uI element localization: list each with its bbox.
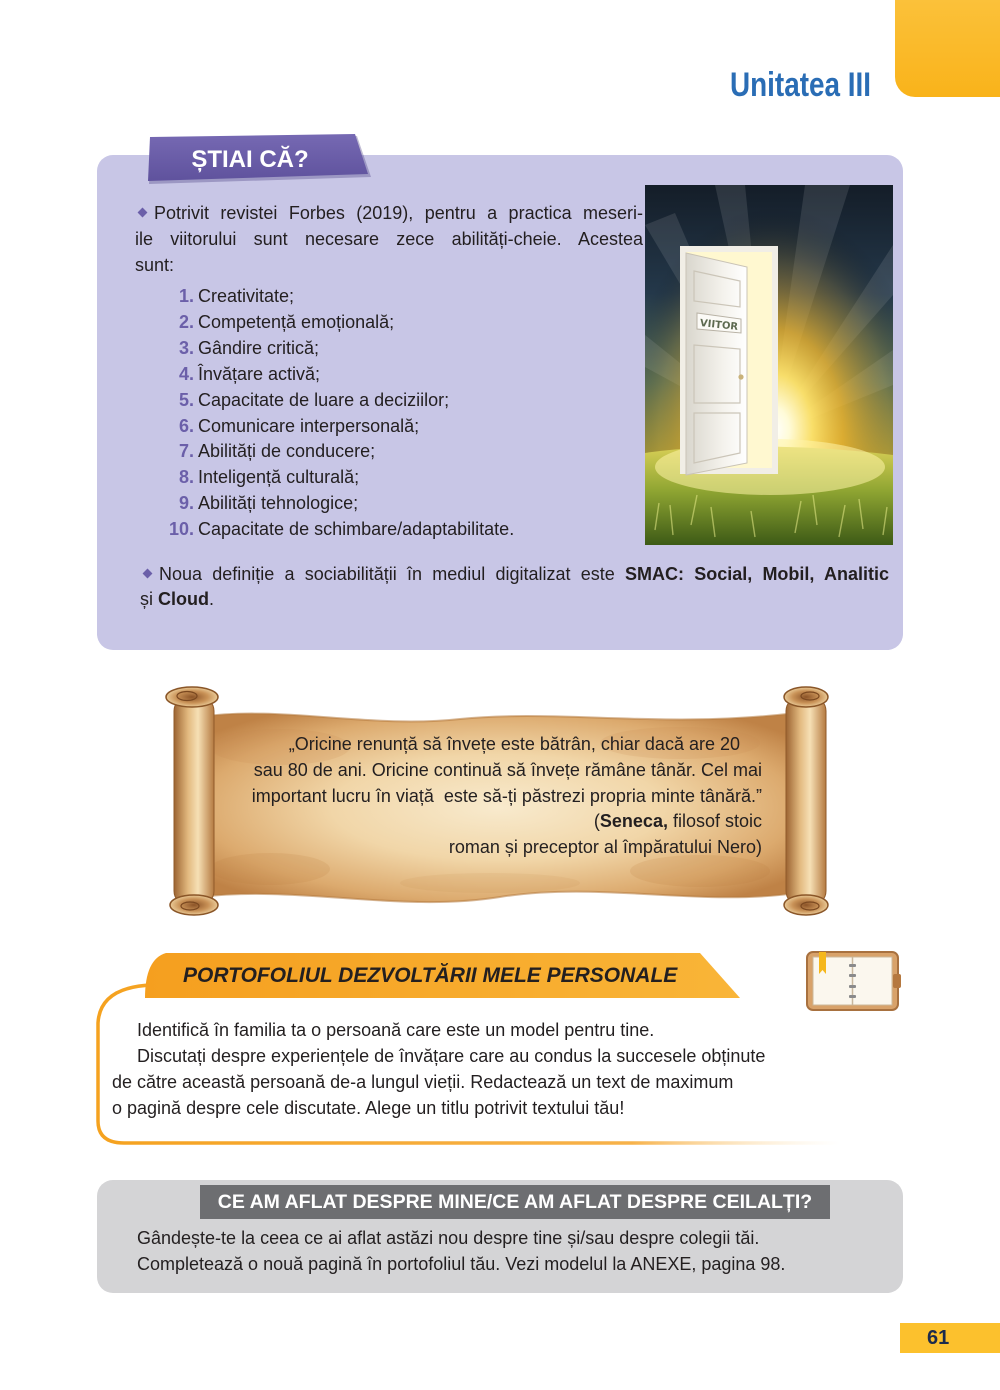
list-number: 5. <box>178 389 194 410</box>
smac-cloud: Cloud <box>158 589 209 609</box>
smac-paragraph <box>140 562 889 612</box>
page-number-badge <box>900 1323 1000 1353</box>
list-item <box>160 414 514 440</box>
intro-line-text: Potrivit revistei Forbes (2019), pentru a practica meseri- <box>154 203 643 223</box>
quote-author <box>160 809 762 835</box>
quote-author-line2: roman și preceptor al împăratului Nero) <box>448 837 762 858</box>
intro-paragraph <box>135 200 643 278</box>
quote-text <box>160 732 762 861</box>
portfolio-line: o pagină despre cele discutate. Alege un titlu potrivit textului tău! <box>112 1098 625 1118</box>
list-text: Capacitate de luare a deciziilor; <box>198 389 450 410</box>
list-number: 10. <box>168 519 194 540</box>
list-item <box>160 362 514 388</box>
list-item <box>160 284 514 310</box>
reflection-line: Completează o nouă pagină în portofoliul tău. Vezi modelul la ANEXE, pagina 98. <box>137 1254 786 1274</box>
quote-line: important lucru în viață este să-ți păstrezi propria minte tânără.” <box>251 785 762 806</box>
list-item <box>160 517 514 543</box>
list-text: Învățare activă; <box>198 363 321 384</box>
list-number: 1. <box>178 286 194 306</box>
smac-lead: Noua definiție a sociabilității în mediul digitalizat este <box>159 564 625 584</box>
unit-title: Unitatea III <box>730 66 871 104</box>
diamond-bullet-icon <box>143 569 153 579</box>
door-panel <box>686 253 747 475</box>
smac-line <box>140 562 889 587</box>
list-text: Inteligență culturală; <box>198 467 360 488</box>
portfolio-title: PORTOFOLIUL DEZVOLTĂRII MELE PERSONALE <box>183 964 678 987</box>
list-text: Comunicare interpersonală; <box>198 415 420 436</box>
list-number: 4. <box>178 363 194 384</box>
quote-line: „Oricine renunță să învețe este bătrân, chiar dacă are 20 <box>288 734 740 754</box>
intro-line: ile viitorului sunt necesare zece abilități-cheie. Acestea <box>135 229 643 249</box>
list-text: Creativitate; <box>198 286 295 306</box>
right-scroll-roll <box>784 687 828 915</box>
list-number: 6. <box>178 415 194 436</box>
door-knob <box>738 374 743 379</box>
smac-line <box>140 587 889 612</box>
list-text: Competență emoțională; <box>198 311 395 332</box>
door-illustration <box>645 185 893 545</box>
intro-line: sunt: <box>135 255 175 275</box>
smac-end: . <box>209 589 215 609</box>
notebook-icon <box>805 950 902 1012</box>
list-number: 8. <box>178 467 194 488</box>
portfolio-text <box>112 1017 837 1121</box>
smac-bold: SMAC: Social, Mobil, Analitic <box>624 564 889 584</box>
list-item <box>160 388 514 414</box>
portfolio-line: Discutați despre experiențele de învățare care au condus la succesele obținute <box>137 1046 766 1066</box>
list-item <box>160 336 514 362</box>
list-item <box>160 310 514 336</box>
list-number: 9. <box>178 493 194 514</box>
list-item <box>160 465 514 491</box>
reflection-text <box>137 1225 785 1277</box>
skills-list <box>160 284 514 543</box>
list-text: Gândire critică; <box>198 337 320 358</box>
list-number: 3. <box>178 337 194 358</box>
author-open: ( <box>593 811 600 832</box>
page-number: 61 <box>927 1327 950 1349</box>
list-item <box>160 439 514 465</box>
author-name: Seneca, <box>599 811 668 832</box>
intro-line <box>135 200 643 226</box>
list-item <box>160 491 514 517</box>
portfolio-line: de către această persoană de-a lungul vieții. Redactează un text de maximum <box>112 1072 734 1092</box>
author-rest: filosof stoic <box>667 811 762 832</box>
corner-tab <box>895 0 1000 97</box>
list-text: Capacitate de schimbare/adaptabilitate. <box>198 519 515 540</box>
reflection-line: Gândește-te la ceea ce ai aflat astăzi nou despre tine și/sau despre colegii tăi. <box>137 1228 760 1248</box>
door-label: VIITOR <box>699 318 739 333</box>
list-number: 2. <box>178 311 194 332</box>
quote-line: sau 80 de ani. Oricine continuă să învețe rămâne tânăr. Cel mai <box>253 759 762 780</box>
list-number: 7. <box>178 441 194 462</box>
diamond-bullet-icon <box>138 208 148 218</box>
smac-mid: și <box>140 589 158 609</box>
list-text: Abilități tehnologice; <box>198 493 359 514</box>
reflection-title: CE AM AFLAT DESPRE MINE/CE AM AFLAT DESPRE CEILALȚI? <box>200 1185 830 1219</box>
did-you-know-title: ȘTIAI CĂ? <box>191 146 309 173</box>
list-text: Abilități de conducere; <box>198 441 376 462</box>
portfolio-line: Identifică în familia ta o persoană care este un model pentru tine. <box>137 1020 655 1040</box>
